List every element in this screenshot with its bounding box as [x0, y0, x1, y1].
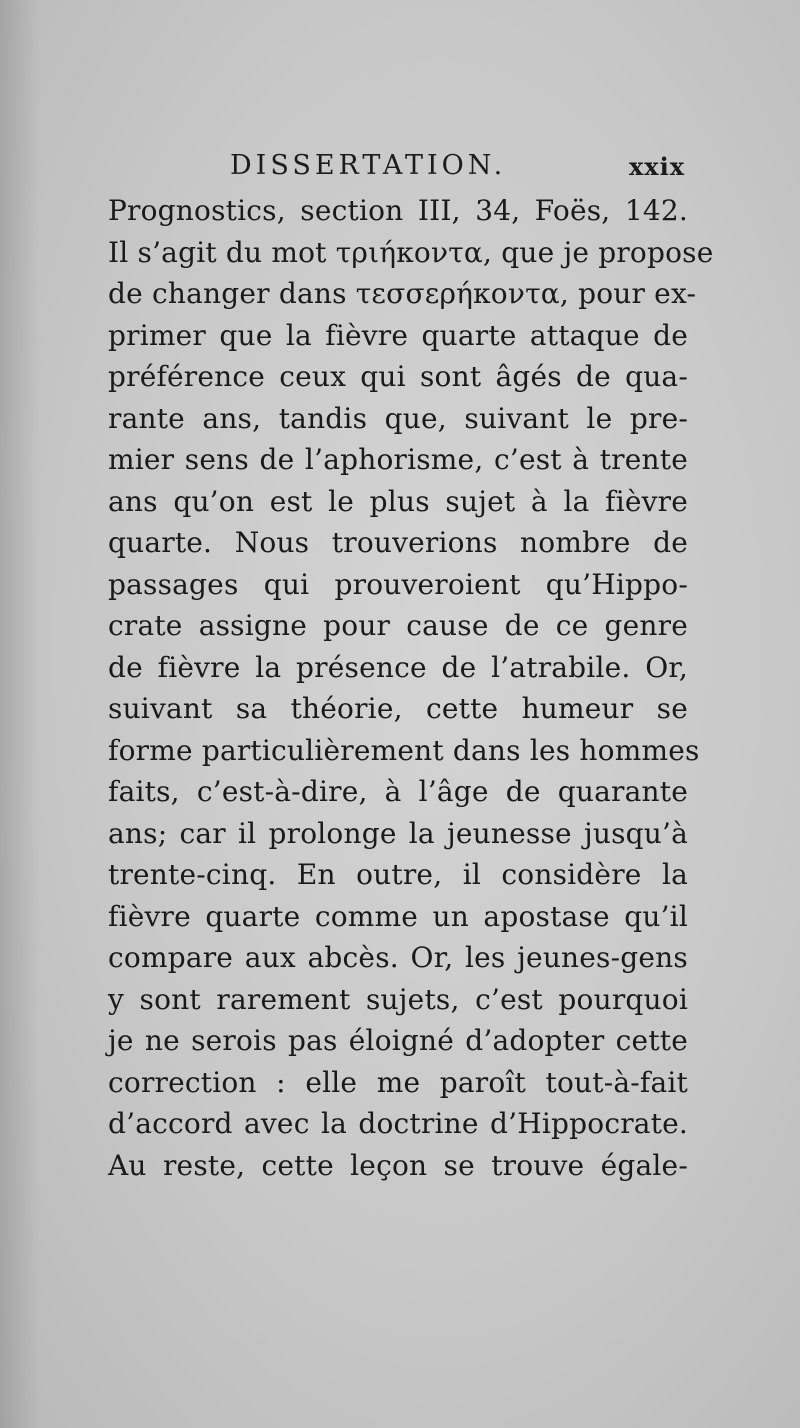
text-line: mier sens de l’aphorisme, c’est à trente — [108, 443, 688, 476]
text-line: y sont rarement sujets, c’est pourquoi — [108, 982, 688, 1016]
text-line: crate assigne pour cause de ce genre — [108, 609, 688, 642]
text-line: correction : elle me paroît tout-à-fait — [108, 1065, 688, 1099]
text-line: ans; car il prolonge la jeunesse jusqu’à — [108, 816, 688, 850]
text-line: fièvre quarte comme un apostase qu’il — [108, 899, 688, 933]
text-line: compare aux abcès. Or, les jeunes-gens — [108, 941, 688, 974]
text-line: quarte. Nous trouverions nombre de — [108, 526, 688, 559]
body-text — [108, 190, 714, 1186]
text-line: forme particulièrement dans les hommes — [108, 733, 700, 767]
text-line: de changer dans τεσσερήκοντα, pour ex- — [108, 277, 697, 310]
text-line: ans qu’on est le plus sujet à la fièvre — [108, 484, 688, 518]
running-head: DISSERTATION. — [230, 150, 507, 181]
text-line: Prognostics, section III, 34, Foës, 142. — [108, 194, 688, 227]
page-header — [230, 150, 685, 194]
text-line: préférence ceux qui sont âgés de qua- — [108, 360, 688, 393]
text-line: rante ans, tandis que, suivant le pre- — [108, 401, 688, 435]
text-line: de fièvre la présence de l’atrabile. Or, — [108, 650, 688, 684]
text-line: primer que la fièvre quarte attaque de — [108, 318, 688, 352]
text-line: je ne serois pas éloigné d’adopter cette — [108, 1024, 688, 1057]
page-number: xxix — [628, 152, 685, 181]
text-line: faits, c’est-à-dire, à l’âge de quarante — [108, 775, 688, 808]
text-line: suivant sa théorie, cette humeur se — [108, 692, 688, 725]
text-line: Il s’agit du mot τριήκοντα, que je propose — [108, 235, 714, 269]
text-line: d’accord avec la doctrine d’Hippocrate. — [108, 1107, 688, 1140]
text-line: Au reste, cette leçon se trouve égale- — [108, 1148, 688, 1182]
text-line: trente-cinq. En outre, il considère la — [108, 858, 688, 891]
text-line: passages qui prouveroient qu’Hippo- — [108, 567, 688, 601]
